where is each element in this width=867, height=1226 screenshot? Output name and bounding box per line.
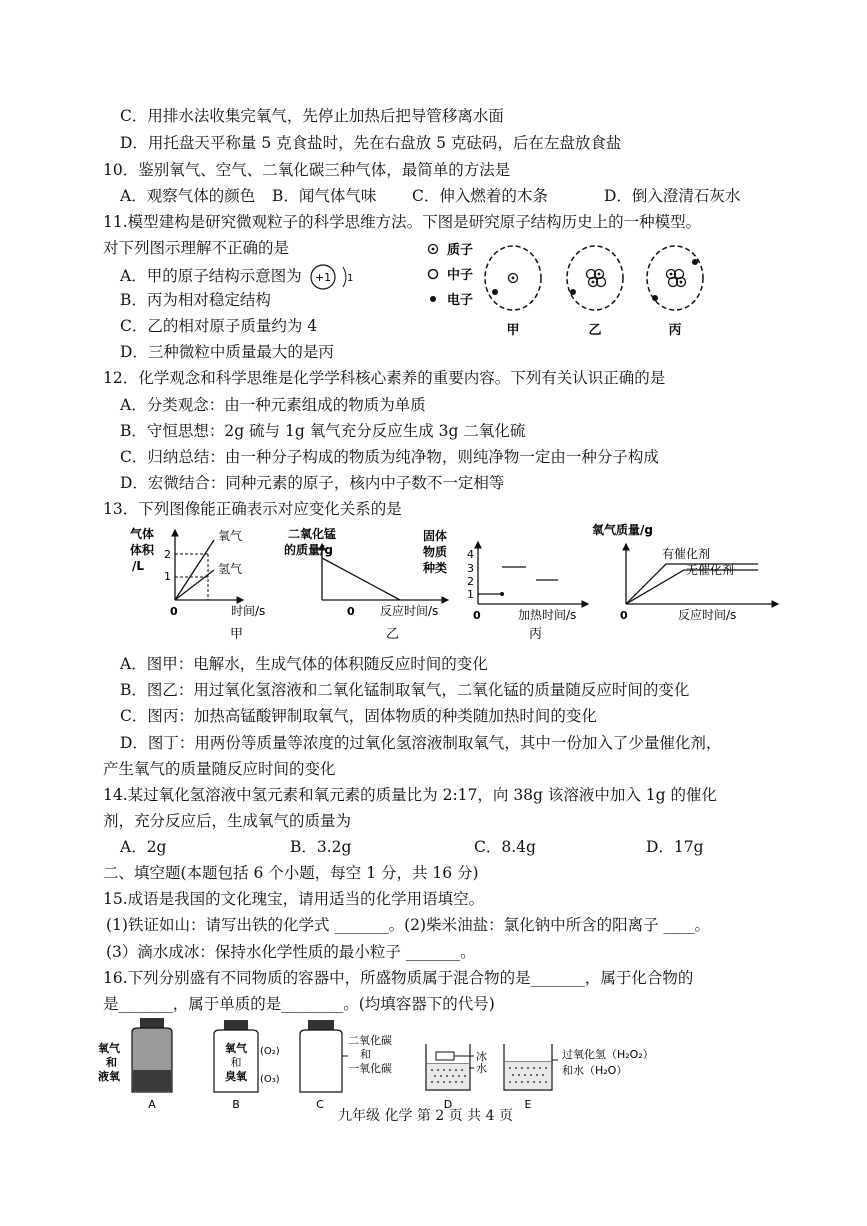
svg-text:水: 水 [476,1062,487,1075]
svg-text:和: 和 [360,1048,371,1061]
q11-stem-2: 对下列图示理解不正确的是 [103,239,290,257]
q16-stem-1: 16.下列分别盛有不同物质的容器中，所盛物质属于混合物的是_______，属于化合物的 [103,969,694,987]
graph-ding [592,522,778,622]
svg-text:2: 2 [164,548,171,561]
svg-text:臭氧: 臭氧 [225,1070,247,1083]
svg-text:一氧化碳: 一氧化碳 [348,1062,392,1075]
svg-text:4: 4 [467,548,474,561]
svg-text:体积: 体积 [130,543,155,557]
svg-text:A: A [148,1098,156,1111]
q12-stem: 12．化学观念和科学思维是化学学科核心素养的重要内容。下列有关认识正确的是 [103,369,666,387]
svg-text:无催化剂: 无催化剂 [686,563,735,577]
svg-text:二氧化锰: 二氧化锰 [288,527,337,541]
q11-option-a [120,263,355,291]
svg-text:氧气: 氧气 [98,1042,120,1055]
q15-part-3: (3）滴水成冰：保持水化学性质的最小粒子 _______。 [106,943,476,961]
container-d [426,1044,487,1111]
shell-electron-count: 1 [346,273,354,284]
svg-text:反应时间/s: 反应时间/s [678,608,737,622]
svg-text:C: C [316,1098,324,1111]
svg-text:二氧化碳: 二氧化碳 [348,1034,392,1047]
q14-stem-1: 14.某过氧化氢溶液中氢元素和氧元素的质量比为 2:17，向 38g 该溶液中加入 1g 的催化 [103,786,718,804]
svg-text:电子: 电子 [447,293,474,308]
q13-graphs [118,520,788,645]
svg-text:3: 3 [467,562,474,575]
q13-option-a: A．图甲：电解水，生成气体的体积随反应时间的变化 [120,655,488,673]
q16-stem-2: 是_______，属于单质的是________。(均填容器下的代号) [103,995,495,1013]
svg-text:的质量/g: 的质量/g [284,543,333,557]
nucleus-charge: +1 [314,271,331,284]
svg-text:中子: 中子 [447,268,474,283]
svg-text:物质: 物质 [423,545,448,559]
svg-text:乙: 乙 [588,323,602,338]
svg-text:D: D [443,1098,453,1111]
graph-yi [284,526,448,642]
q13-stem: 13．下列图像能正确表示对应变化关系的是 [103,500,402,518]
svg-text:冰: 冰 [476,1050,487,1063]
svg-text:种类: 种类 [423,561,448,575]
atom-model-jia [485,246,541,338]
svg-text:(O₃): (O₃) [260,1074,280,1085]
svg-text:甲: 甲 [506,323,520,338]
svg-text:氧气质量/g: 氧气质量/g [592,523,653,537]
container-a [98,1018,172,1111]
q11-option-a-text: A．甲的原子结构示意图为 [120,267,302,285]
svg-text:2: 2 [467,575,474,588]
q9-option-d: D．用托盘天平称量 5 克食盐时，先在右盘放 5 克砝码，后在左盘放食盐 [120,134,622,152]
svg-text:有催化剂: 有催化剂 [662,547,711,561]
q13-option-d-2: 产生氧气的质量随反应时间的变化 [103,760,336,778]
svg-text:质子: 质子 [447,243,474,258]
svg-text:1: 1 [164,570,171,583]
svg-text:1: 1 [467,588,474,601]
atom-models-figure [425,236,715,342]
svg-text:时间/s: 时间/s [231,604,266,618]
svg-text:0: 0 [473,609,481,622]
section-heading: 二、填空题(本题包括 6 个小题，每空 1 分，共 16 分) [103,864,479,882]
svg-text:反应时间/s: 反应时间/s [380,604,439,618]
q15-part-1-2: (1)铁证如山：请写出铁的化学式 _______。(2)柴米油盐：氯化钠中所含的阳离子 ____。 [106,916,711,934]
q10-option-c: C．伸入燃着的木条 [412,187,548,205]
svg-text:气体: 气体 [130,527,155,541]
q14-option-c: C．8.4g [474,838,536,856]
q11-option-c: C．乙的相对原子质量约为 4 [120,317,318,335]
legend-proton [429,242,474,258]
q12-option-b: B．守恒思想：2g 硫与 1g 氧气充分反应生成 3g 二氧化硫 [120,422,526,440]
svg-text:0: 0 [347,605,355,618]
svg-text:氧气: 氧气 [218,529,243,543]
svg-text:B: B [232,1098,240,1111]
legend-neutron [429,267,474,283]
q10-stem: 10．鉴别氧气、空气、二氧化碳三种气体，最简单的方法是 [103,161,511,179]
q13-option-b: B．图乙：用过氧化氢溶液和二氧化锰制取氧气，二氧化锰的质量随反应时间的变化 [120,681,690,699]
svg-text:(O₂): (O₂) [260,1046,280,1057]
q16-containers-figure [96,1016,696,1112]
svg-text:过氧化氢（H₂O₂）: 过氧化氢（H₂O₂） [562,1048,654,1061]
svg-text:乙: 乙 [386,627,400,642]
q13-option-d-1: D．图丁：用两份等质量等浓度的过氧化氢溶液制取氧气，其中一份加入了少量催化剂， [120,734,722,752]
container-c [300,1020,392,1111]
svg-text:/L: /L [132,559,145,573]
svg-text:丙: 丙 [529,627,543,642]
q11-option-d: D．三种微粒中质量最大的是丙 [120,343,334,361]
q10-option-d: D．倒入澄清石灰水 [604,187,741,205]
q11-stem-1: 11.模型建构是研究微观粒子的科学思维方法。下图是研究原子结构历史上的一种模型。 [103,213,702,231]
q12-option-a: A．分类观念：由一种元素组成的物质为单质 [120,396,426,414]
svg-text:固体: 固体 [423,529,448,543]
q9-option-c: C．用排水法收集完氧气，先停止加热后把导管移离水面 [120,107,504,125]
svg-text:和: 和 [230,1056,242,1069]
q14-option-a: A．2g [120,838,167,856]
container-b [214,1020,280,1111]
q14-option-b: B．3.2g [290,838,352,856]
svg-text:加热时间/s: 加热时间/s [518,608,577,622]
graph-jia [130,526,265,642]
q10-options [120,186,740,206]
q11-option-b: B．丙为相对稳定结构 [120,291,271,309]
q14-option-d: D．17g [646,838,704,856]
q13-option-c: C．图丙：加热高锰酸钾制取氧气，固体物质的种类随加热时间的变化 [120,707,597,725]
svg-text:和水（H₂O）: 和水（H₂O） [562,1064,628,1077]
q14-stem-2: 剂，充分反应后，生成氧气的质量为 [103,812,352,830]
page-footer: 九年级 化学 第 2 页 共 4 页 [338,1108,513,1124]
q10-option-a: A．观察气体的颜色 [120,187,256,205]
q12-option-d: D．宏微结合：同种元素的原子，核内中子数不一定相等 [120,474,505,492]
svg-text:氧气: 氧气 [225,1042,247,1055]
svg-text:0: 0 [170,605,178,618]
svg-text:氢气: 氢气 [218,562,243,576]
q10-option-b: B．闻气体气味 [272,187,377,205]
svg-text:液氧: 液氧 [98,1070,120,1083]
svg-text:0: 0 [620,609,628,622]
svg-text:甲: 甲 [230,627,244,642]
q15-stem: 15.成语是我国的文化瑰宝，请用适当的化学用语填空。 [103,890,485,908]
container-e [504,1044,654,1111]
legend-electron [430,292,473,308]
graph-bing [422,528,588,642]
svg-text:E: E [524,1098,532,1111]
atom-structure-diagram [307,263,355,291]
q12-option-c: C．归纳总结：由一种分子构成的物质为纯净物，则纯净物一定由一种分子构成 [120,448,659,466]
series-mno2-line [322,558,400,600]
atom-model-bing [647,246,703,338]
svg-text:和: 和 [106,1056,117,1069]
atom-model-yi [567,246,623,338]
q14-options [120,837,704,857]
svg-text:丙: 丙 [668,323,682,338]
